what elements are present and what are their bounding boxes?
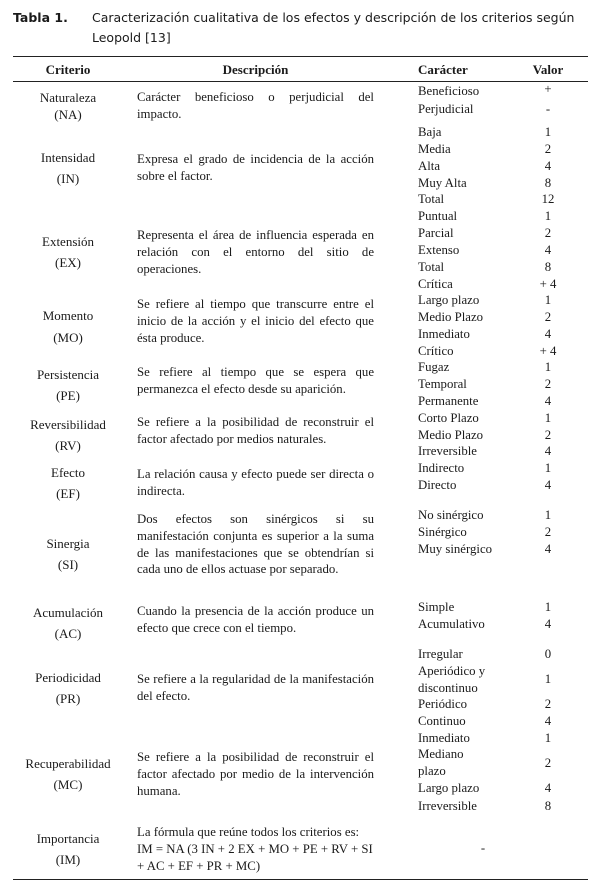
value-item: 2 xyxy=(544,428,552,442)
value-item: 1 xyxy=(544,209,552,223)
character-item: Acumulativo xyxy=(418,617,485,631)
character-item: Indirecto xyxy=(418,461,465,475)
header-caracter: Carácter xyxy=(418,62,468,77)
value-item: 1 xyxy=(544,672,552,686)
caption-text: Caracterización cualitativa de los efectos y descripción de los criterios según Leopold [13] xyxy=(92,10,575,45)
character-item: Simple xyxy=(418,600,455,614)
criterion-abbr: (MC) xyxy=(53,777,83,792)
criterion-abbr: (MO) xyxy=(53,330,83,345)
criterion-name: Periodicidad xyxy=(35,670,101,685)
character-item: Baja xyxy=(418,125,442,139)
caption-label: Tabla 1. xyxy=(13,10,68,25)
value-item: + xyxy=(544,82,552,96)
value-item: - xyxy=(480,841,486,855)
criterion-description: Expresa el grado de incidencia de la acción sobre el factor. xyxy=(137,152,374,183)
value-item: 8 xyxy=(544,260,552,274)
criterion-description: Representa el área de influencia esperada en relación con el entorno del sitio de operaciones. xyxy=(137,228,374,276)
criterion-abbr: (PE) xyxy=(56,388,80,403)
criterion-abbr: (IM) xyxy=(55,852,81,867)
header-criterio: Criterio xyxy=(45,62,91,77)
criterion-name: Recuperabilidad xyxy=(25,756,111,771)
criterion-name: Importancia xyxy=(36,831,100,846)
character-item: Irreversible xyxy=(418,799,477,813)
character-item: No sinérgico xyxy=(418,508,484,522)
value-item: 4 xyxy=(544,781,552,795)
value-item: 1 xyxy=(544,293,552,307)
criterion-description: La relación causa y efecto puede ser directa o indirecta. xyxy=(137,467,374,498)
value-item: 1 xyxy=(544,360,552,374)
header-valor: Valor xyxy=(532,62,564,77)
character-item: Crítica xyxy=(418,277,453,291)
criterion-name: Reversibilidad xyxy=(30,417,106,432)
value-item: 1 xyxy=(544,731,552,745)
character-item: Crítico xyxy=(418,344,454,358)
value-item: 4 xyxy=(544,243,552,257)
value-item: 1 xyxy=(544,508,552,522)
criterion-abbr: (NA) xyxy=(54,107,82,122)
character-item: Inmediato xyxy=(418,327,470,341)
criterion-abbr: (RV) xyxy=(55,438,81,453)
character-item: Perjudicial xyxy=(418,102,474,116)
criterion-description: Cuando la presencia de la acción produce un efecto que crece con el tiempo. xyxy=(137,604,374,635)
character-item: Temporal xyxy=(418,377,467,391)
criterion-description: Se refiere a la posibilidad de reconstruir el factor afectado por medios naturales. xyxy=(137,415,374,446)
criterion-name: Acumulación xyxy=(32,605,104,620)
value-item: 1 xyxy=(544,600,552,614)
criterion-name: Intensidad xyxy=(40,150,96,165)
character-item: Mediano plazo xyxy=(418,747,464,778)
character-item: Parcial xyxy=(418,226,454,240)
criterion-description: La fórmula que reúne todos los criterios es: IM = NA (3 IN + 2 EX + MO + PE + RV + SI + AC + EF + PR + MC) xyxy=(137,825,373,873)
character-item: Total xyxy=(418,260,445,274)
value-item: 4 xyxy=(544,327,552,341)
criterion-description: Carácter beneficioso o perjudicial del impacto. xyxy=(137,90,374,121)
character-item: Periódico xyxy=(418,697,468,711)
character-item: Corto Plazo xyxy=(418,411,479,425)
top-rule xyxy=(13,56,588,57)
criterion-description: Se refiere al tiempo que transcurre entre el inicio de la acción y el inicio del efecto que ésta produce. xyxy=(137,297,374,345)
character-item: Media xyxy=(418,142,451,156)
character-item: Sinérgico xyxy=(418,525,467,539)
bottom-rule xyxy=(13,879,588,880)
value-item: 12 xyxy=(541,192,555,206)
value-item: 1 xyxy=(544,411,552,425)
character-item: Alta xyxy=(418,159,441,173)
value-item: 1 xyxy=(544,125,552,139)
value-item: 0 xyxy=(544,647,552,661)
character-item: Medio Plazo xyxy=(418,428,484,442)
criterion-abbr: (PR) xyxy=(55,691,81,706)
character-item: Largo plazo xyxy=(418,781,480,795)
character-item: Fugaz xyxy=(418,360,450,374)
value-item: 4 xyxy=(544,159,552,173)
criterion-name: Persistencia xyxy=(36,367,100,382)
character-item: Total xyxy=(418,192,445,206)
value-item: 2 xyxy=(544,525,552,539)
value-item: + 4 xyxy=(539,277,557,291)
character-item: Irreversible xyxy=(418,444,477,458)
value-item: 2 xyxy=(544,377,552,391)
character-item: Muy Alta xyxy=(418,176,467,190)
criterion-name: Extensión xyxy=(42,234,94,249)
character-item: Permanente xyxy=(418,394,479,408)
criterion-abbr: (AC) xyxy=(54,626,82,641)
value-item: 2 xyxy=(544,226,552,240)
value-item: 8 xyxy=(544,799,552,813)
criterion-abbr: (EX) xyxy=(55,255,81,270)
character-item: Continuo xyxy=(418,714,466,728)
criterion-name: Sinergia xyxy=(46,536,90,551)
value-item: 8 xyxy=(544,176,552,190)
value-item: 4 xyxy=(544,714,552,728)
value-item: 2 xyxy=(544,142,552,156)
character-item: Irregular xyxy=(418,647,463,661)
criterion-abbr: (IN) xyxy=(56,171,80,186)
header-rule xyxy=(13,81,588,82)
criterion-name: Momento xyxy=(42,308,94,323)
criterion-description: Dos efectos son sinérgicos si su manifestación conjunta es superior a la suma de las manifestaciones que se obtendrían si cada uno de ellos actuase por separado. xyxy=(137,512,374,577)
value-item: 2 xyxy=(544,310,552,324)
character-item: Inmediato xyxy=(418,731,470,745)
header-descripcion: Descripción xyxy=(222,62,289,77)
value-item: 4 xyxy=(544,394,552,408)
criterion-abbr: (EF) xyxy=(56,486,80,501)
criterion-name: Efecto xyxy=(51,465,85,480)
value-item: 4 xyxy=(544,478,552,492)
character-item: Medio Plazo xyxy=(418,310,484,324)
character-item: Muy sinérgico xyxy=(418,542,493,556)
value-item: 4 xyxy=(544,542,552,556)
value-item: 2 xyxy=(544,697,552,711)
value-item: + 4 xyxy=(539,344,557,358)
criterion-abbr: (SI) xyxy=(57,557,79,572)
character-item: Directo xyxy=(418,478,457,492)
character-item: Largo plazo xyxy=(418,293,480,307)
value-item: 4 xyxy=(544,444,552,458)
character-item: Aperiódico y discontinuo xyxy=(418,664,486,695)
value-item: - xyxy=(545,102,551,116)
value-item: 2 xyxy=(544,756,552,770)
character-item: Beneficioso xyxy=(418,84,480,98)
character-item: Puntual xyxy=(418,209,458,223)
criterion-description: Se refiere al tiempo que se espera que permanezca el efecto desde su aparición. xyxy=(137,365,374,396)
value-item: 4 xyxy=(544,617,552,631)
criterion-description: Se refiere a la regularidad de la manifestación del efecto. xyxy=(137,672,374,703)
criterion-name: Naturaleza xyxy=(39,90,97,105)
criterion-description: Se refiere a la posibilidad de reconstruir el factor afectado por medio de la intervención humana. xyxy=(137,750,374,798)
value-item: 1 xyxy=(544,461,552,475)
character-item: Extenso xyxy=(418,243,460,257)
